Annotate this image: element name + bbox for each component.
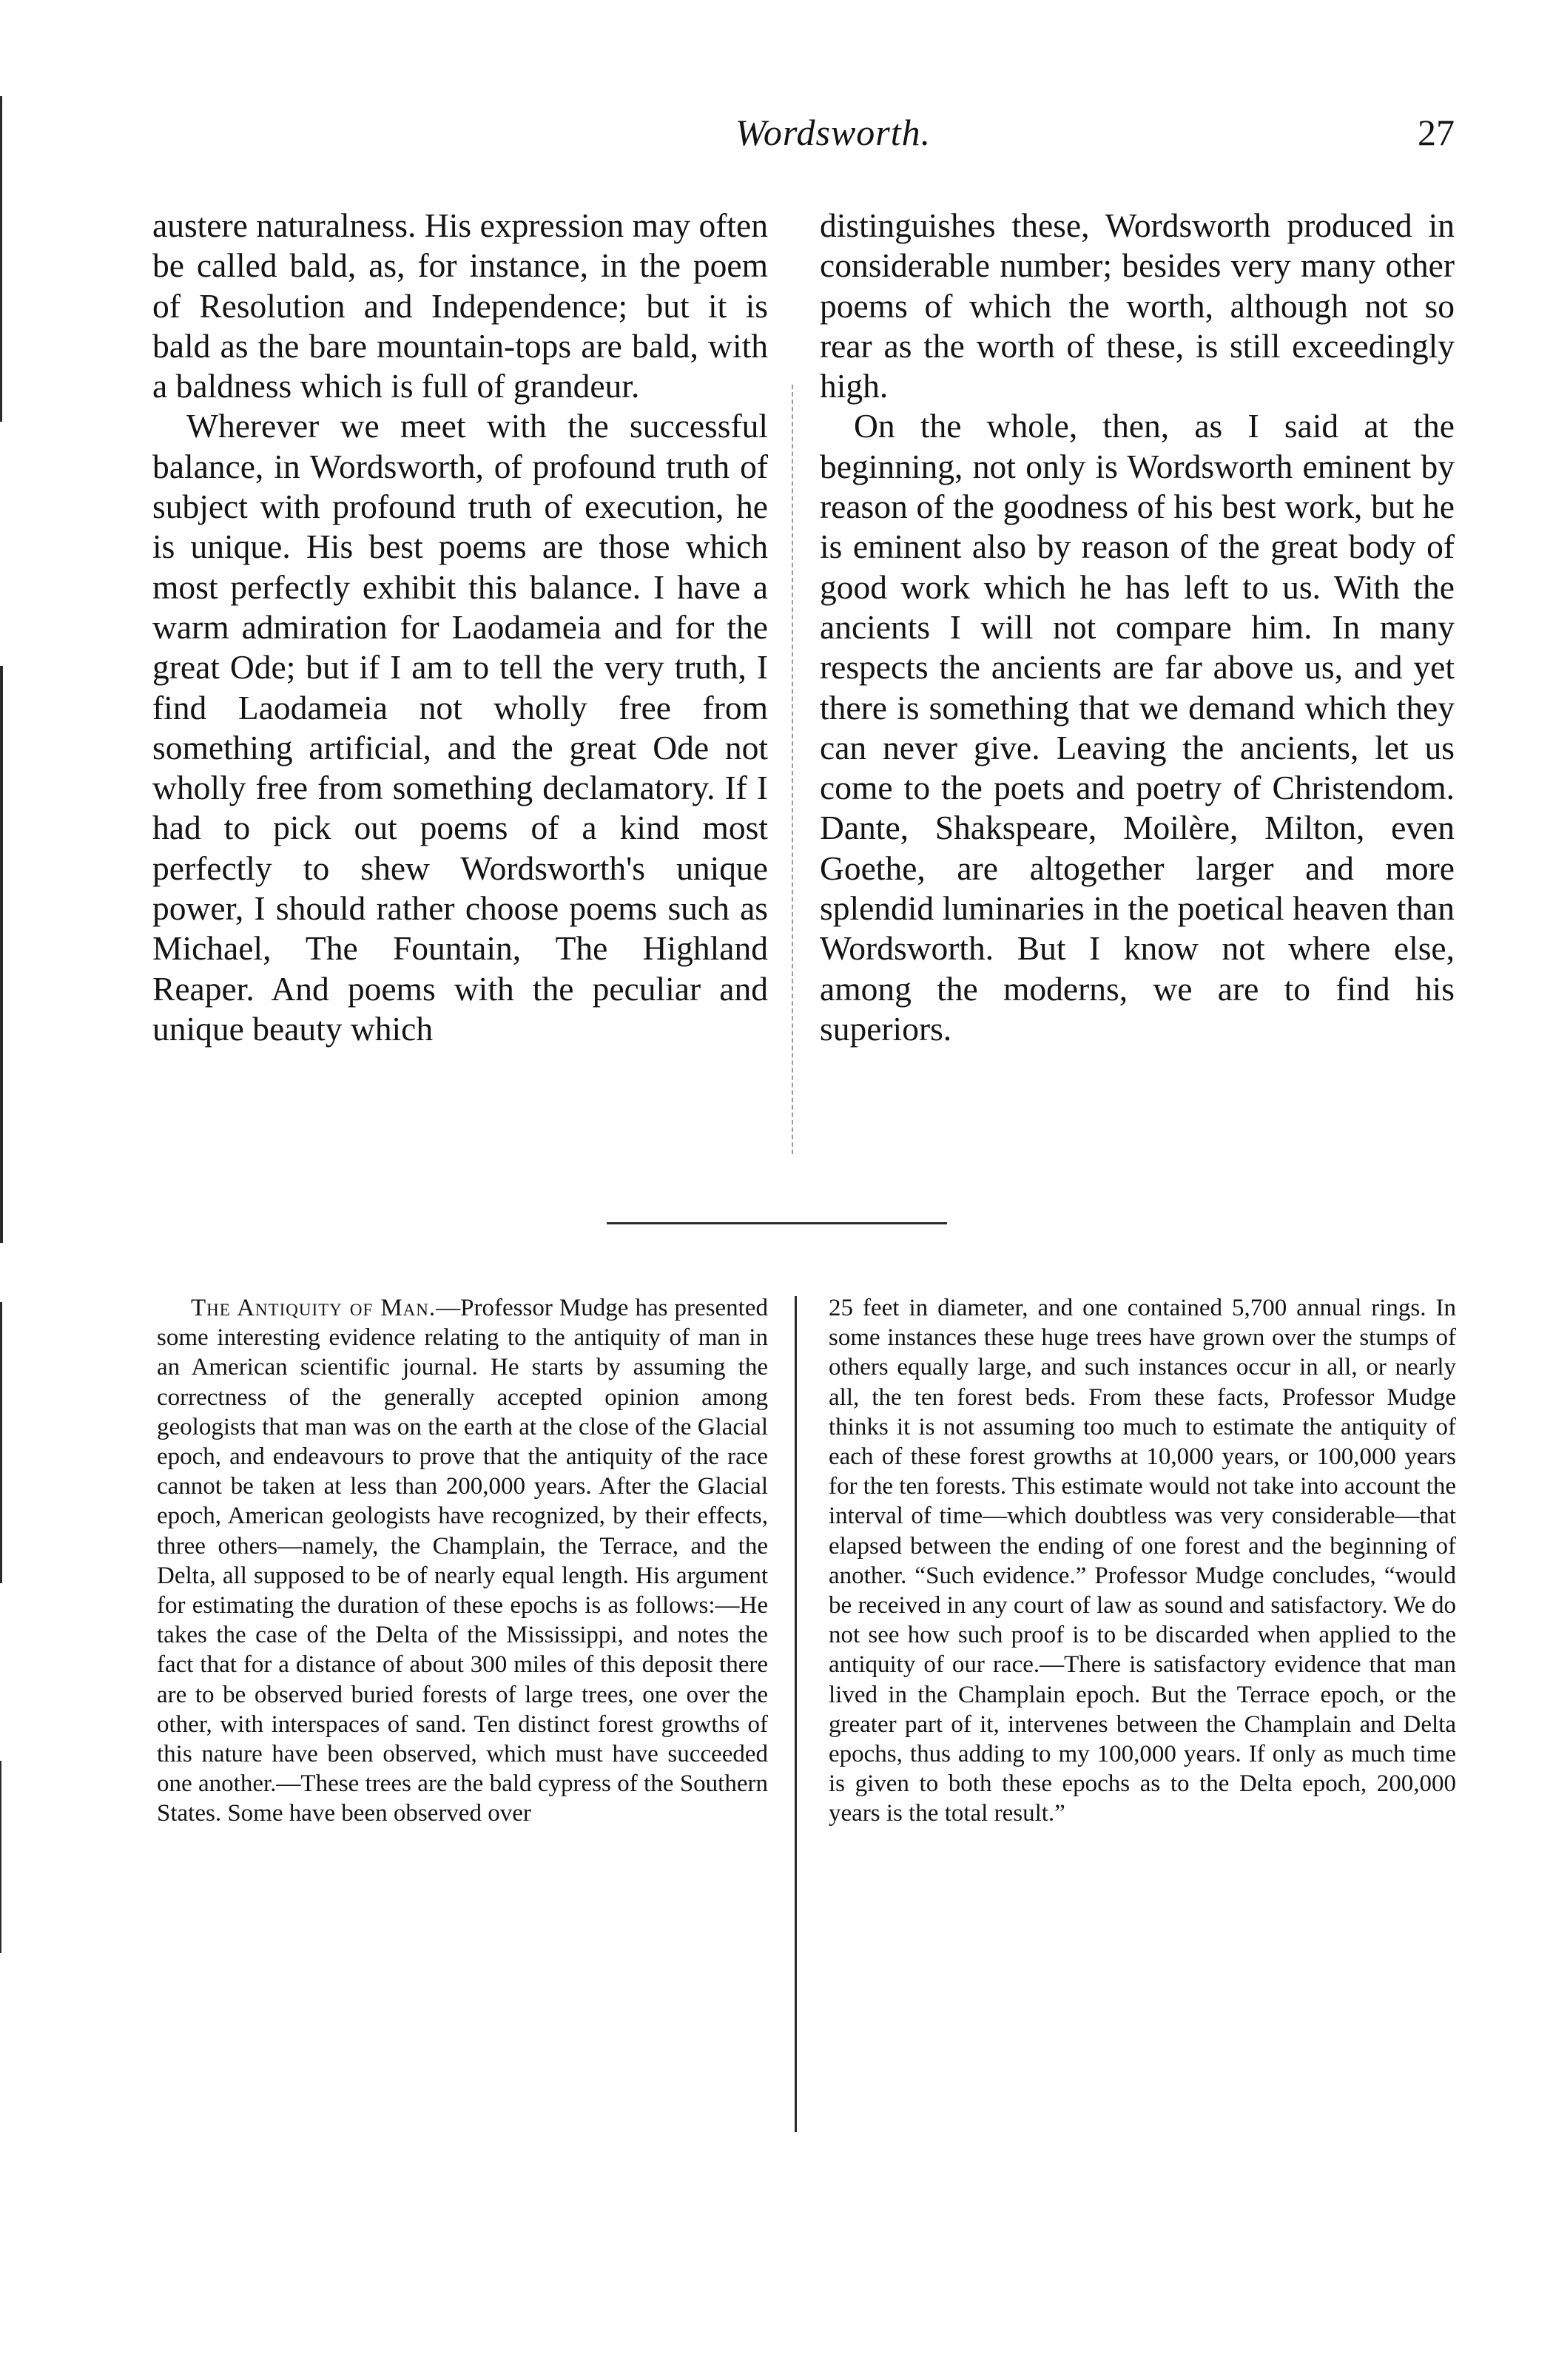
note-right-column: [829, 1293, 1456, 1829]
note-paragraph: 25 feet in diameter, and one contained 5,700 annual rings. In some instances these huge trees have grown over the stumps of others equally large, and such instances occur in all, or nearly all, the ten forest beds. From these facts, Professor Mudge thinks it is not assuming too much to estimate the antiquity of each of these forest growths at 10,000 years, or 100,000 years for the ten forests. This estimate would not take into account the interval of time—which doubtless was very considerable—that elapsed between the ending of one forest and the beginning of another. “Such evidence.” Professor Mudge concludes, “would be received in any court of law as sound and satisfactory. We do not see how such proof is to be discarded when applied to the antiquity of our race.—There is satisfactory evidence that man lived in the Champlain epoch. But the Terrace epoch, or the greater part of it, intervenes between the Champlain and Delta epochs, thus adding to my 100,000 years. If only as much time is given to both these epochs as to the Delta epoch, 200,000 years is the total result.”: [829, 1295, 1457, 1827]
essay-paragraph: distinguishes these, Wordsworth produced in considerable number; besides very many other poems of which the worth, although not so rear as the worth of these, is still exceedingly high.: [820, 206, 1455, 405]
column-divider: [792, 385, 793, 1154]
running-title: Wordsworth.: [735, 112, 932, 153]
scan-edge-mark: [0, 1302, 2, 1583]
essay-right-column: [820, 206, 1455, 1049]
scan-edge-mark: [0, 1761, 1, 1953]
essay-paragraph: On the whole, then, as I said at the beginning, not only is Wordsworth eminent by reason of the goodness of his best work, but he is eminent also by reason of the great body of good work which he has left to us. With the ancients I will not compare him. In many respects the ancients are far above us, and yet there is something that we demand which they can never give. Leaving the ancients, let us come to the poets and poetry of Christendom. Dante, Shakspeare, Moilère, Milton, even Goethe, are altogether larger and more splendid luminaries in the poetical heaven than Wordsworth. But I know not where else, among the moderns, we are to find his superiors.: [820, 407, 1455, 1048]
essay-paragraph: Wherever we meet with the successful balance, in Wordsworth, of profound truth of subject with profound truth of execution, he is unique. His best poems are those which most perfectly exhibit this balance. I have a warm admiration for Laodameia and for the great Ode; but if I am to tell the very truth, I find Laodameia not wholly free from something artificial, and the great Ode not wholly free from something declamatory. If I had to pick out poems of a kind most perfectly to shew Wordsworth's unique power, I should rather choose poems such as Michael, The Fountain, The Highland Reaper. And poems with the peculiar and unique beauty which: [152, 407, 768, 1048]
note-heading: The Antiquity of Man.: [191, 1295, 437, 1321]
note-text: —Professor Mudge has presented some interesting evidence relating to the antiquity of man in an American scientific journal. He starts by assuming the correctness of the generally accepted opinion among geologists that man was on the earth at the close of the Glacial epoch, and endeavours to prove that the antiquity of the race cannot be taken at less than 200,000 years. After the Glacial epoch, American geologists have recognized, by their effects, three others—namely, the Champlain, the Terrace, and the Delta, all supposed to be of nearly equal length. His argument for estimating the duration of these epochs is as follows:—He takes the case of the Delta of the Mississippi, and notes the fact that for a distance of about 300 miles of this deposit there are to be observed buried forests of large trees, one over the other, with interspaces of sand. Ten distinct forest growths of this nature have been observed, which must have succeeded one another.—These trees are the bald cypress of the Southern States. Some have been observed over: [157, 1295, 768, 1827]
page-number: 27: [1418, 112, 1455, 153]
scan-edge-mark: [0, 96, 2, 422]
column-divider: [795, 1296, 797, 2132]
essay-left-column: [152, 206, 768, 1049]
note-paragraph: [157, 1293, 768, 1829]
running-head: [152, 111, 1455, 170]
section-rule: [607, 1222, 947, 1224]
note-left-column: [157, 1293, 768, 1829]
essay-paragraph: austere naturalness. His expression may often be called bald, as, for instance, in the poem of Resolution and Independence; but it is bald as the bare mountain-tops are bald, with a baldness which is full of grandeur.: [152, 206, 768, 405]
scan-edge-mark: [0, 666, 3, 1243]
